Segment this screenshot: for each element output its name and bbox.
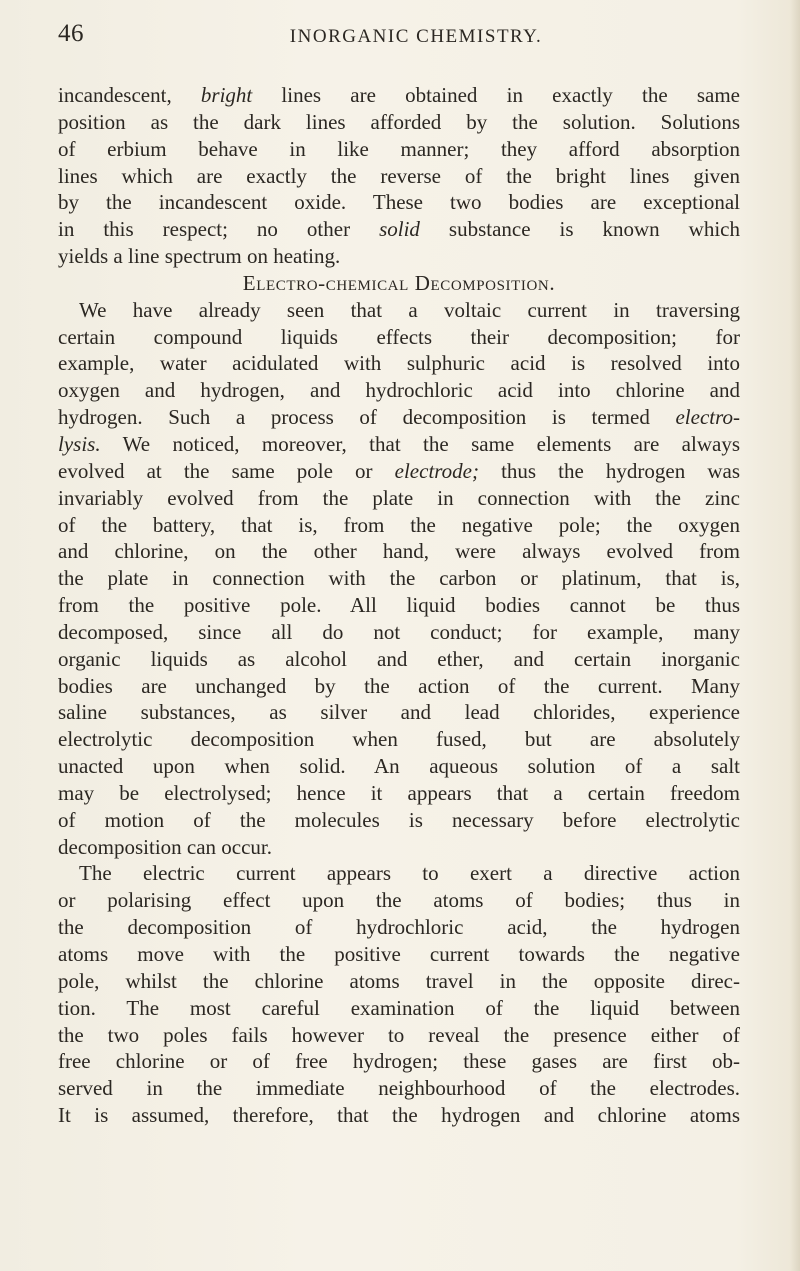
italic-run: bright — [200, 83, 253, 107]
text-line — [58, 941, 740, 968]
text-run: certain compound liquids effects their decomposition; for — [58, 324, 740, 349]
text-run: We have already seen that a voltaic current in traversing — [79, 297, 740, 322]
text-line — [58, 753, 740, 780]
text-line — [58, 699, 740, 726]
text-run: We noticed, moreover, that the same elements are always — [100, 431, 740, 456]
text-run: the two poles fails however to reveal the presence either of — [58, 1022, 740, 1047]
text-run: evolved at the same pole or — [58, 458, 395, 483]
text-line — [58, 189, 740, 216]
text-line — [58, 243, 740, 270]
text-line — [58, 619, 740, 646]
text-line — [58, 914, 740, 941]
text-line — [58, 377, 740, 404]
text-line — [58, 136, 740, 163]
text-run: tion. The most careful examination of the liquid between — [58, 995, 740, 1020]
text-run: bodies are unchanged by the action of the current. Many — [58, 673, 740, 698]
text-line — [58, 860, 740, 887]
text-line — [58, 297, 740, 324]
italic-run: lysis. — [58, 431, 101, 456]
section-heading — [58, 270, 740, 297]
page-number: 46 — [58, 20, 84, 47]
text-line — [58, 458, 740, 485]
text-run: incandescent, — [58, 83, 201, 107]
text-run: of the battery, that is, from the negative pole; the oxygen — [58, 512, 740, 537]
text-run: decomposition can occur. — [58, 834, 273, 859]
text-run: may be electrolysed; hence it appears that a certain freedom — [58, 780, 740, 805]
text-line — [58, 404, 740, 431]
italic-run: electro- — [675, 405, 740, 430]
text-line — [58, 834, 740, 861]
text-run: It is assumed, therefore, that the hydrogen and chlorine atoms — [58, 1103, 740, 1128]
text-line — [58, 995, 740, 1022]
text-run: Electro-chemical Decomposition. — [242, 270, 556, 295]
text-line — [58, 968, 740, 995]
text-line — [58, 1048, 740, 1075]
italic-run: electrode; — [394, 458, 479, 483]
running-title: INORGANIC CHEMISTRY. — [289, 26, 543, 47]
text-line — [58, 324, 740, 351]
text-line — [58, 673, 740, 700]
text-run: free chlorine or of free hydrogen; these gases are first ob- — [58, 1049, 740, 1074]
text-run: of motion of the molecules is necessary before electrolytic — [58, 807, 740, 832]
text-line — [58, 646, 740, 673]
text-line — [58, 1022, 740, 1049]
text-line — [58, 726, 740, 753]
text-run: or polarising effect upon the atoms of bodies; thus in — [58, 888, 740, 913]
text-line — [58, 1102, 740, 1129]
text-run: example, water acidulated with sulphuric acid is resolved into — [58, 351, 740, 376]
text-line — [58, 538, 740, 565]
text-run: the plate in connection with the carbon or platinum, that is, — [58, 566, 740, 591]
text-run: substance is known which — [419, 217, 740, 242]
text-line — [58, 780, 740, 807]
text-run: thus the hydrogen was — [478, 458, 740, 483]
text-run: organic liquids as alcohol and ether, and certain inorganic — [58, 646, 740, 671]
text-run: position as the dark lines afforded by the solution. Solutions — [58, 109, 740, 134]
text-run: served in the immediate neighbourhood of the electrodes. — [58, 1076, 740, 1101]
text-run: electrolytic decomposition when fused, but are absolutely — [58, 727, 740, 752]
text-run: by the incandescent oxide. These two bodies are exceptional — [58, 190, 740, 215]
text-line — [58, 887, 740, 914]
text-run: atoms move with the positive current towards the negative — [58, 942, 740, 966]
text-run: The electric current appears to exert a directive action — [79, 861, 740, 886]
text-run: lines which are exactly the reverse of the bright lines given — [58, 163, 740, 188]
text-run: lines are obtained in exactly the same — [252, 83, 740, 107]
running-head — [58, 20, 738, 56]
text-line — [58, 163, 740, 190]
italic-run: solid — [379, 217, 420, 242]
text-line — [58, 807, 740, 834]
text-line — [58, 565, 740, 592]
text-line — [58, 350, 740, 377]
body-text — [58, 82, 740, 1129]
page-edge-shadow — [790, 0, 800, 1271]
text-line — [58, 216, 740, 243]
text-run: saline substances, as silver and lead chlorides, experience — [58, 700, 740, 725]
text-run: in this respect; no other — [58, 217, 380, 242]
text-run: unacted upon when solid. An aqueous solution of a salt — [58, 754, 740, 779]
text-line — [58, 1075, 740, 1102]
text-line — [58, 82, 740, 109]
text-run: hydrogen. Such a process of decomposition is termed — [58, 405, 676, 430]
text-run: oxygen and hydrogen, and hydrochloric acid into chlorine and — [58, 378, 740, 403]
text-run: of erbium behave in like manner; they afford absorption — [58, 136, 740, 161]
text-run: yields a line spectrum on heating. — [58, 244, 341, 269]
text-run: and chlorine, on the other hand, were always evolved from — [58, 539, 740, 564]
text-line — [58, 485, 740, 512]
text-line — [58, 431, 740, 458]
text-run: invariably evolved from the plate in connection with the zinc — [58, 485, 740, 510]
text-line — [58, 109, 740, 136]
text-line — [58, 512, 740, 539]
text-line — [58, 592, 740, 619]
text-run: decomposed, since all do not conduct; for example, many — [58, 619, 740, 644]
text-run: the decomposition of hydrochloric acid, the hydrogen — [58, 915, 740, 940]
text-run: from the positive pole. All liquid bodies cannot be thus — [58, 593, 740, 618]
text-run: pole, whilst the chlorine atoms travel in the opposite direc- — [58, 968, 740, 993]
